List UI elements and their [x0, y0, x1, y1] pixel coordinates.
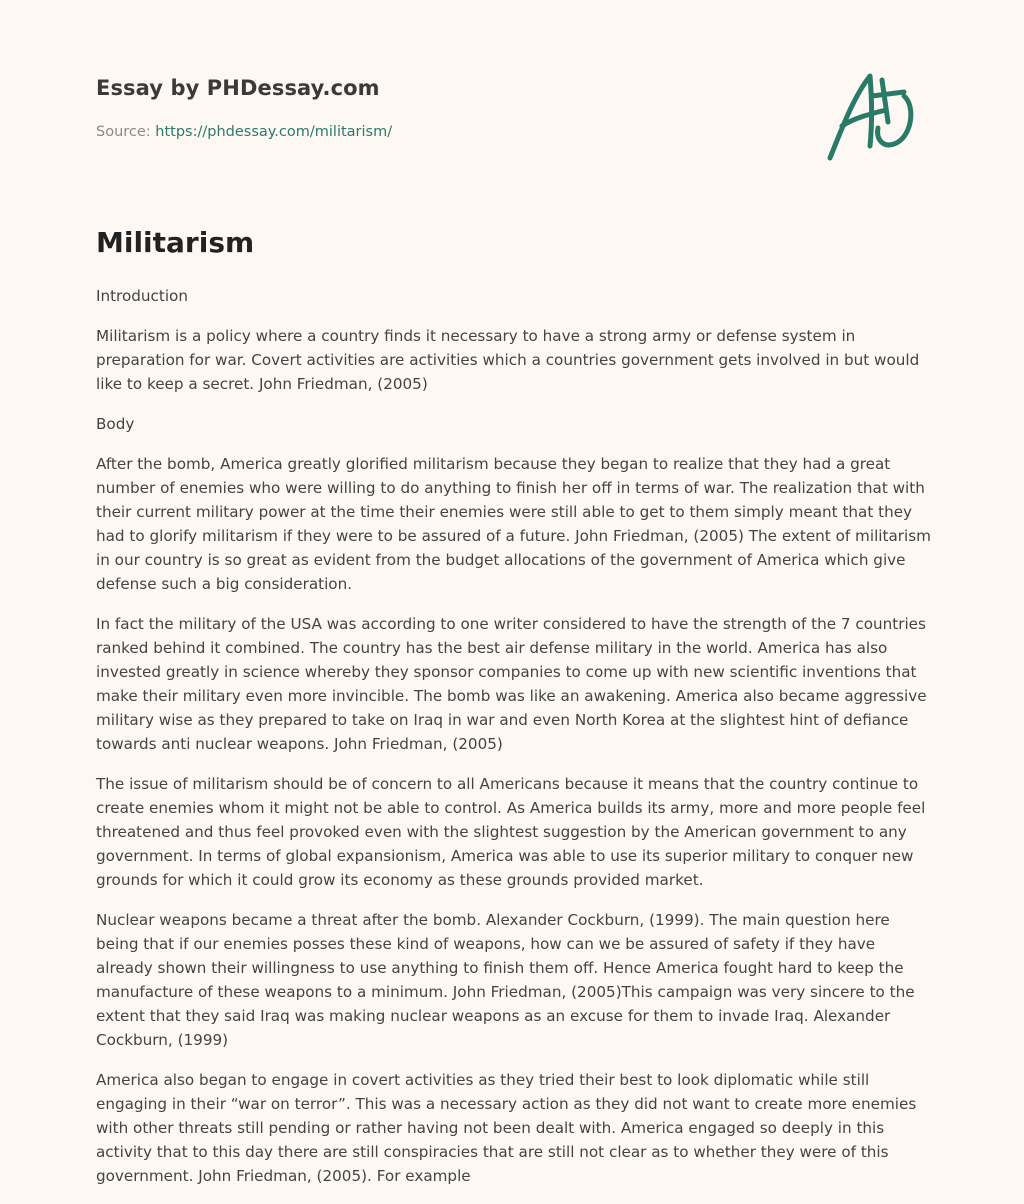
- essay-content: [96, 284, 932, 1204]
- paragraph: America also began to engage in covert activities as they tried their best to look diplomatic while still engaging in their “war on terror”. This was a necessary action as they did not want to create more enemies with other threats still pending or rather having not been dealt with. America engaged so deeply in this activity that to this day there are still conspiracies that are still not clear as to whether they were of this government. John Friedman, (2005). For example: [96, 1071, 917, 1185]
- essay-title: Militarism: [96, 226, 255, 259]
- source-link[interactable]: https://phdessay.com/militarism/: [155, 124, 393, 140]
- source-label: Source:: [96, 124, 151, 140]
- paragraph-body-heading: Body: [96, 415, 135, 433]
- paragraph: In fact the military of the USA was according to one writer considered to have the strength of the 7 countries ranked behind it combined. The country has the best air defense military in the world. America has also invested greatly in science whereby they sponsor companies to come up with new scientific inventions that make their military even more invincible. The bomb was like an awakening. America also became aggressive military wise as they prepared to take on Iraq in war and even North Korea at the slightest hint of defiance towards anti nuclear weapons. John Friedman, (2005): [96, 615, 927, 753]
- source-line: [96, 124, 392, 140]
- paragraph: Nuclear weapons became a threat after the bomb. Alexander Cockburn, (1999). The main question here being that if our enemies posses these kind of weapons, how can we be assured of safety if they have already shown their willingness to use anything to finish them off. Hence America fought hard to keep the manufacture of these weapons to a minimum. John Friedman, (2005)This campaign was very sincere to the extent that they said Iraq was making nuclear weapons as an excuse for them to invade Iraq. Alexander Cockburn, (1999): [96, 911, 915, 1049]
- paragraph: After the bomb, America greatly glorified militarism because they began to realize that they had a great number of enemies who were willing to do anything to finish her off in terms of war. The realization that with their current military power at the time their enemies were still able to get to them simply meant that they had to glorify militarism if they were to be assured of a future. John Friedman, (2005) The extent of militarism in our country is so great as evident from the budget allocations of the government of America which give defense such a big consideration.: [96, 455, 931, 593]
- paragraph: The issue of militarism should be of concern to all Americans because it means that the country continue to create enemies whom it might not be able to control. As America builds its army, more and more people feel threatened and thus feel provoked even with the slightest suggestion by the American government to any government. In terms of global expansionism, America was able to use its superior military to conquer new grounds for which it could grow its economy as these grounds provided market.: [96, 775, 926, 889]
- site-title: Essay by PHDessay.com: [96, 76, 380, 100]
- paragraph-intro-heading: Introduction: [96, 287, 188, 305]
- a-plus-logo-icon: [820, 66, 930, 166]
- paragraph: Militarism is a policy where a country finds it necessary to have a strong army or defense system in preparation for war. Covert activities are activities which a countries government gets involved in but would like to keep a secret. John Friedman, (2005): [96, 327, 920, 393]
